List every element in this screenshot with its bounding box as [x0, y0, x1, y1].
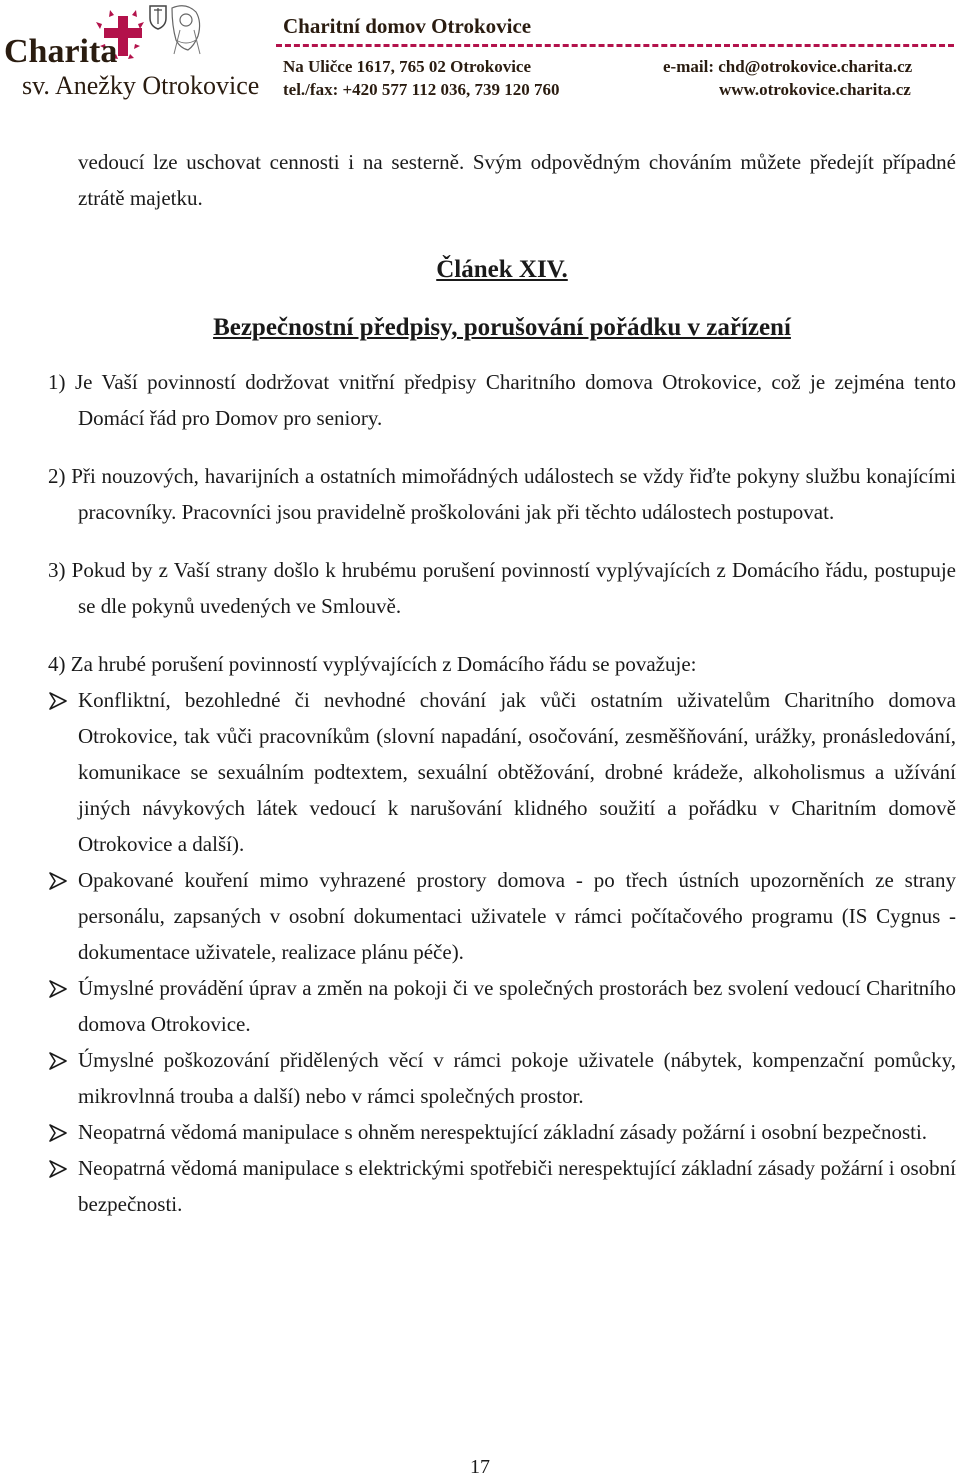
- organization-name: Charitní domov Otrokovice: [283, 14, 532, 38]
- logo-subtext: sv. Anežky Otrokovice: [22, 71, 260, 100]
- list-item-text: Úmyslné poškozování přidělených věcí v rámci pokoje uživatele (nábytek, kompenzační pomůcky, mikrovlnná trouba a další) nebo v rámci společných prostor.: [78, 1048, 956, 1108]
- arrow-bullet-icon: [48, 1052, 68, 1070]
- document-body: [48, 144, 956, 1222]
- list-item: [48, 682, 956, 862]
- arrow-bullet-icon: [48, 980, 68, 998]
- paragraph-2: 2) Při nouzových, havarijních a ostatních mimořádných událostech se vždy řiďte pokyny službu konajícími pracovníky. Pracovníci jsou pravidelně proškolováni jak při těchto událostech postupovat.: [48, 464, 956, 524]
- list-item: [48, 1150, 956, 1222]
- charita-logo: [0, 0, 270, 108]
- article-number: Článek XIV.: [436, 256, 568, 283]
- article-title: Bezpečnostní předpisy, porušování pořádku v zařízení: [213, 314, 791, 341]
- letterhead: [0, 0, 960, 110]
- arrow-bullet-icon: [48, 1160, 68, 1178]
- list-item: [48, 1042, 956, 1114]
- website-line: www.otrokovice.charita.cz: [719, 80, 911, 99]
- list-item-text: Opakované kouření mimo vyhrazené prostory domova - po třech ústních upozorněních ze strany personálu, zapsaných v osobní dokumentaci uživatele v rámci počítačového programu (IS Cygnus - dokumentace uživatele, realizace plánu péče).: [78, 868, 956, 964]
- list-item: [48, 970, 956, 1042]
- arrow-bullet-icon: [48, 1124, 68, 1142]
- list-item: [48, 862, 956, 970]
- intro-paragraph: vedoucí lze uschovat cennosti i na sesterně. Svým odpovědným chováním můžete předejít případné ztrátě majetku.: [78, 150, 956, 210]
- address-line: Na Uličce 1617, 765 02 Otrokovice: [283, 57, 532, 76]
- list-item-text: Neopatrná vědomá manipulace s ohněm nerespektující základní zásady požární i osobní bezpečnosti.: [78, 1120, 928, 1144]
- arrow-bullet-icon: [48, 872, 68, 890]
- list-item: [48, 1114, 956, 1150]
- list-item-text: Úmyslné provádění úprav a změn na pokoji či ve společných prostorách bez svolení vedoucí Charitního domova Otrokovice.: [78, 976, 956, 1036]
- paragraph-1: 1) Je Vaší povinností dodržovat vnitřní předpisy Charitního domova Otrokovice, což je zejména tento Domácí řád pro Domov pro seniory.: [48, 370, 956, 430]
- list-item-text: Konfliktní, bezohledné či nevhodné chování jak vůči ostatním uživatelům Charitního domova Otrokovice, tak vůči pracovníkům (slovní napadání, osočování, zesměšňování, urážky, pronásledování, komunikace se sexuálním podtextem, sexuální obtěžování, drobné krádeže, alkoholismus a užívání jiných návykových látek vedoucí k narušování klidného soužití a pořádku v Charitním domově Otrokovice a další).: [78, 688, 956, 856]
- logo-text: Charita: [4, 33, 118, 70]
- email-line: e-mail: chd@otrokovice.charita.cz: [663, 57, 913, 76]
- header-divider: [276, 44, 954, 47]
- page-number: 17: [470, 1456, 490, 1478]
- arrow-bullet-icon: [48, 692, 68, 710]
- paragraph-3: 3) Pokud by z Vaší strany došlo k hrubému porušení povinností vyplývajících z Domácího řádu, postupuje se dle pokynů uvedených ve Smlouvě.: [48, 558, 956, 618]
- list-item-text: Neopatrná vědomá manipulace s elektrickými spotřebiči nerespektující základní zásady požární i osobní bezpečnosti.: [78, 1156, 956, 1216]
- phone-line: tel./fax: +420 577 112 036, 739 120 760: [283, 80, 560, 99]
- violations-list: [48, 682, 956, 1222]
- list-intro: 4) Za hrubé porušení povinností vyplývajících z Domácího řádu se považuje:: [48, 652, 697, 676]
